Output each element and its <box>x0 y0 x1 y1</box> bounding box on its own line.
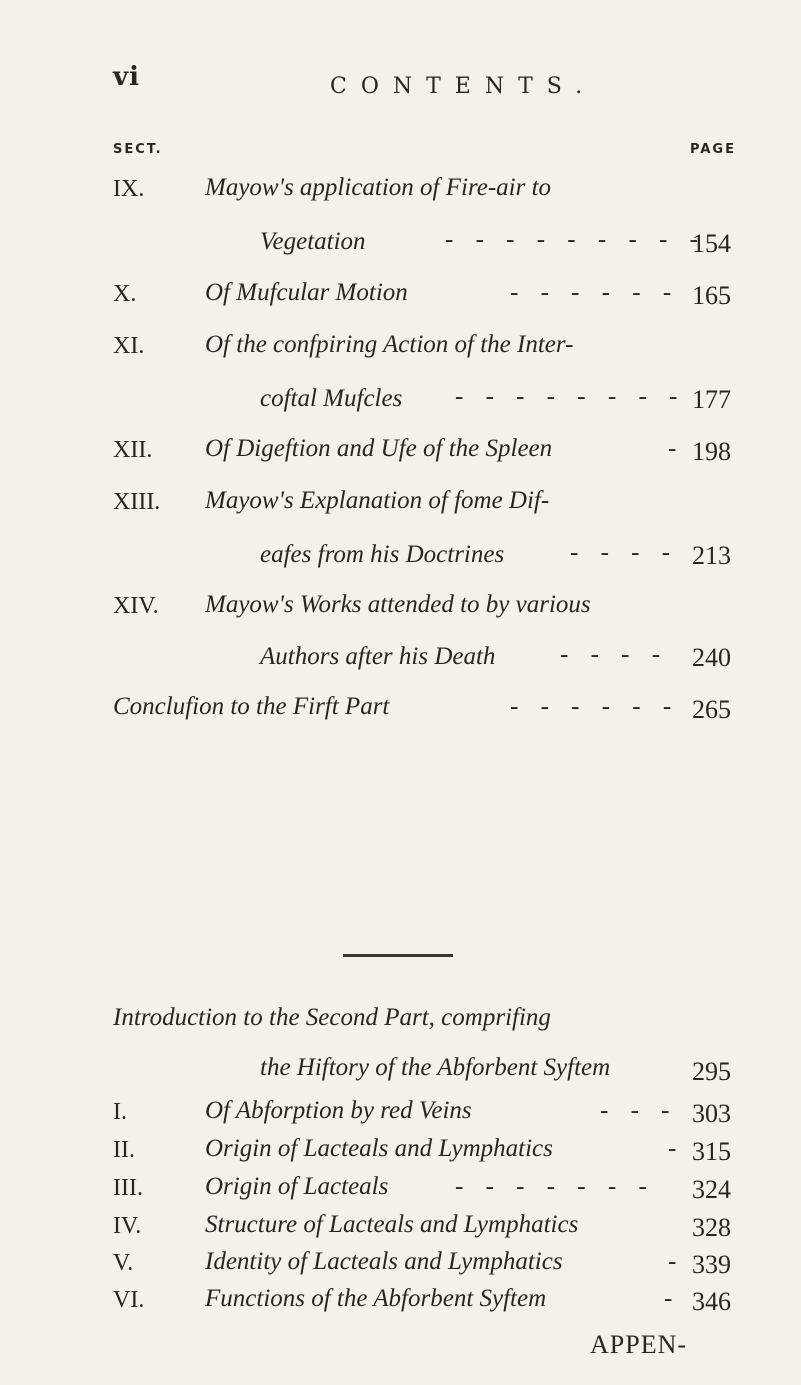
entry-title-continued: eafes from his Doctrines <box>260 541 505 568</box>
intro-title: Introduction to the Second Part, comprifing <box>113 1004 551 1031</box>
page-ref: 177 <box>692 385 731 414</box>
page-ref: 265 <box>692 695 731 724</box>
sect-number: III. <box>113 1175 143 1201</box>
entry-title: Origin of Lacteals and Lymphatics <box>205 1135 553 1162</box>
sect-number: VI. <box>113 1287 145 1313</box>
entry-title: Mayow's application of Fire-air to <box>205 174 552 201</box>
entry-title-continued: coftal Mufcles <box>260 385 403 412</box>
intro-title-continued: the Hiftory of the Abforbent Syftem <box>260 1054 611 1081</box>
page-column-label: PAGE <box>690 142 736 157</box>
page-ref: 165 <box>692 281 731 310</box>
leader-dots: - <box>668 1135 685 1162</box>
page-ref: 339 <box>692 1250 731 1279</box>
entry-title-continued: Vegetation <box>260 228 366 255</box>
page-ref: 328 <box>692 1213 731 1242</box>
page-title: CONTENTS. <box>330 74 597 99</box>
sect-number: XI. <box>113 333 145 359</box>
leader-dots: - <box>668 435 685 462</box>
page-ref: 154 <box>692 229 731 258</box>
page-number: vi <box>113 62 140 92</box>
page-ref: 213 <box>692 541 731 570</box>
sect-number: II. <box>113 1137 135 1163</box>
page-ref: 324 <box>692 1175 731 1204</box>
leader-dots: - <box>668 1248 685 1275</box>
page-ref: 303 <box>692 1099 731 1128</box>
sect-number: X. <box>113 281 137 307</box>
entry-title: Of Digeftion and Ufe of the Spleen <box>205 435 553 462</box>
page-ref: 198 <box>692 437 731 466</box>
sect-number: XIV. <box>113 593 159 619</box>
leader-dots: - - - - <box>570 539 679 566</box>
sect-column-label: SECT. <box>113 142 163 157</box>
page-ref: 315 <box>692 1137 731 1166</box>
entry-title: Identity of Lacteals and Lymphatics <box>205 1248 563 1275</box>
entry-title: Origin of Lacteals <box>205 1173 389 1200</box>
leader-dots: - - - - - - <box>510 279 680 306</box>
sect-number: V. <box>113 1250 134 1276</box>
leader-dots: - - - - - - <box>510 693 680 720</box>
sect-number: IV. <box>113 1213 142 1239</box>
page-ref: 346 <box>692 1287 731 1316</box>
entry-title: Of Mufcular Motion <box>205 279 408 306</box>
entry-title: Conclufion to the Firft Part <box>113 693 390 720</box>
page-ref: 240 <box>692 643 731 672</box>
leader-dots: - <box>664 1285 681 1312</box>
leader-dots: - - - - <box>560 641 669 668</box>
sect-number: XII. <box>113 437 153 463</box>
sect-number: I. <box>113 1099 127 1125</box>
leader-dots: - - - <box>600 1097 678 1124</box>
catchword: APPEN- <box>590 1330 688 1359</box>
section-divider <box>343 954 453 957</box>
leader-dots: - - - - - - - - <box>455 383 686 410</box>
entry-title: Functions of the Abforbent Syftem <box>205 1285 547 1312</box>
entry-title: Mayow's Explanation of fome Dif- <box>205 487 550 514</box>
leader-dots: - - - - - - - - - <box>445 226 706 253</box>
entry-title: Structure of Lacteals and Lymphatics <box>205 1211 579 1238</box>
leader-dots: - - - - - - - <box>455 1173 655 1200</box>
page-ref: 295 <box>692 1057 731 1086</box>
entry-title-continued: Authors after his Death <box>260 643 496 670</box>
entry-title: Of the confpiring Action of the Inter- <box>205 331 574 358</box>
sect-number: IX. <box>113 176 145 202</box>
entry-title: Of Abforption by red Veins <box>205 1097 472 1124</box>
entry-title: Mayow's Works attended to by various <box>205 591 591 618</box>
sect-number: XIII. <box>113 489 161 515</box>
